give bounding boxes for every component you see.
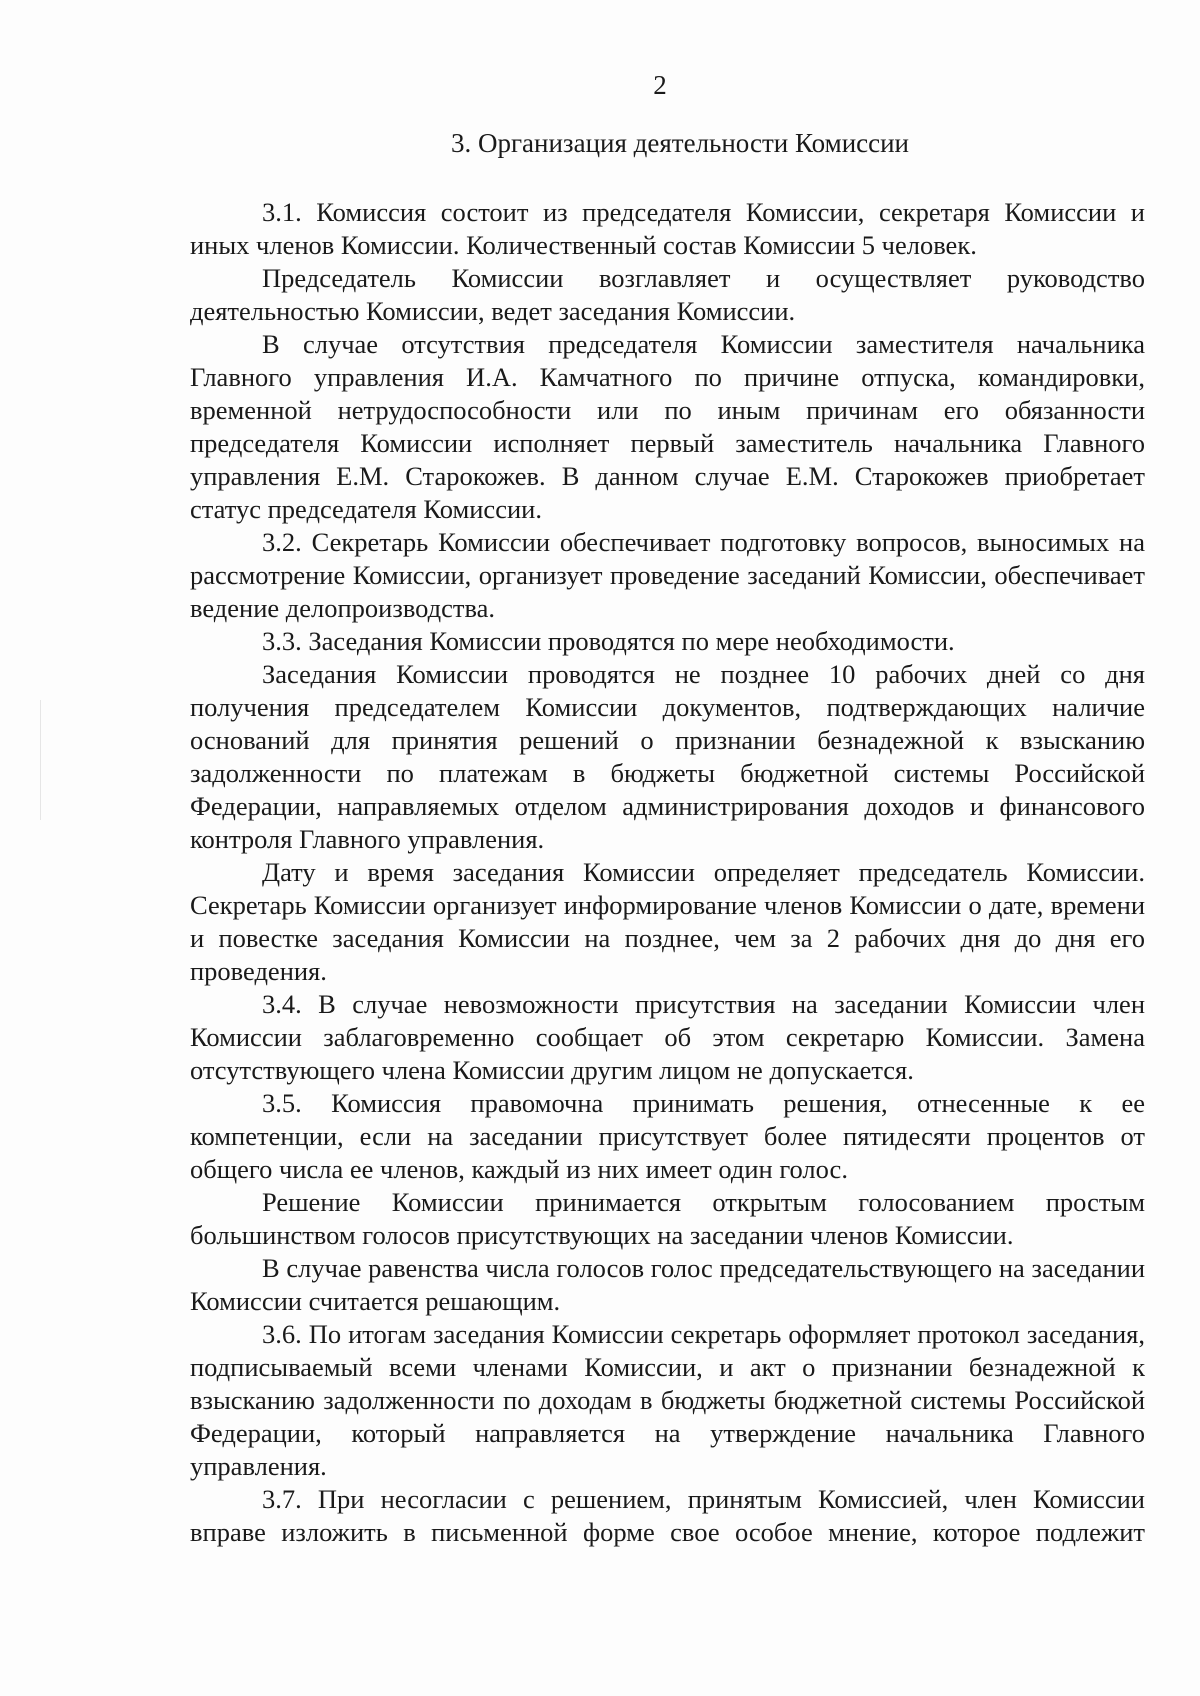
scan-artifact: [40, 700, 41, 820]
paragraph-3-3: 3.3. Заседания Комиссии проводятся по мере необходимости.: [262, 626, 955, 656]
paragraph-voting: Решение Комиссии принимается открытым голосованием простым большинством голосов присутствующих на заседании членов Комиссии.: [190, 1187, 1145, 1250]
paragraph-chairman-absence: В случае отсутствия председателя Комиссии заместителя начальника Главного управления И.А. Камчатного по причине отпуска, командировки, временной нетрудоспособности или по иным причинам его обязанности председателя Комиссии исполняет первый заместитель начальника Главного управления Е.М. Старокожев. В данном случае Е.М. Старокожев приобретает статус председателя Комиссии.: [190, 329, 1145, 524]
section-title: 3. Организация деятельности Комиссии: [450, 128, 910, 158]
paragraph-3-5: 3.5. Комиссия правомочна принимать решения, отнесенные к ее компетенции, если на заседании присутствует более пятидесяти процентов от общего числа ее членов, каждый из них имеет один голос.: [190, 1088, 1145, 1184]
paragraph-tie-vote: В случае равенства числа голосов голос председательствующего на заседании Комиссии считается решающим.: [190, 1253, 1145, 1316]
paragraph-3-4: 3.4. В случае невозможности присутствия на заседании Комиссии член Комиссии заблаговременно сообщает об этом секретарю Комиссии. Замена отсутствующего члена Комиссии другим лицом не допускается.: [190, 989, 1145, 1085]
paragraph-3-2: 3.2. Секретарь Комиссии обеспечивает подготовку вопросов, выносимых на рассмотрение Комиссии, организует проведение заседаний Комиссии, обеспечивает ведение делопроизводства.: [190, 527, 1145, 623]
page-number: 2: [653, 70, 667, 100]
paragraph-3-6: 3.6. По итогам заседания Комиссии секретарь оформляет протокол заседания, подписываемый всеми членами Комиссии, и акт о признании безнадежной к взысканию задолженности по доходам в бюджеты бюджетной системы Российской Федерации, который направляется на утверждение начальника Главного управления.: [190, 1319, 1145, 1481]
paragraph-chairman-role: Председатель Комиссии возглавляет и осуществляет руководство деятельностью Комиссии, ведет заседания Комиссии.: [190, 263, 1145, 326]
paragraph-3-1: 3.1. Комиссия состоит из председателя Комиссии, секретаря Комиссии и иных членов Комиссии. Количественный состав Комиссии 5 человек.: [190, 197, 1145, 260]
paragraph-meeting-deadline: Заседания Комиссии проводятся не позднее 10 рабочих дней со дня получения председателем Комиссии документов, подтверждающих наличие оснований для принятия решений о признании безнадежной к взысканию задолженности по платежам в бюджеты бюджетной системы Российской Федерации, направляемых отделом администрирования доходов и финансового контроля Главного управления.: [190, 659, 1145, 854]
document-body: [190, 196, 1145, 1549]
paragraph-3-7: 3.7. При несогласии с решением, принятым Комиссией, член Комиссии вправе изложить в письменной форме свое особое мнение, которое подлежит: [190, 1484, 1145, 1547]
paragraph-meeting-date: Дату и время заседания Комиссии определяет председатель Комиссии. Секретарь Комиссии организует информирование членов Комиссии о дате, времени и повестке заседания Комиссии на позднее, чем за 2 рабочих дня до дня его проведения.: [190, 857, 1145, 986]
